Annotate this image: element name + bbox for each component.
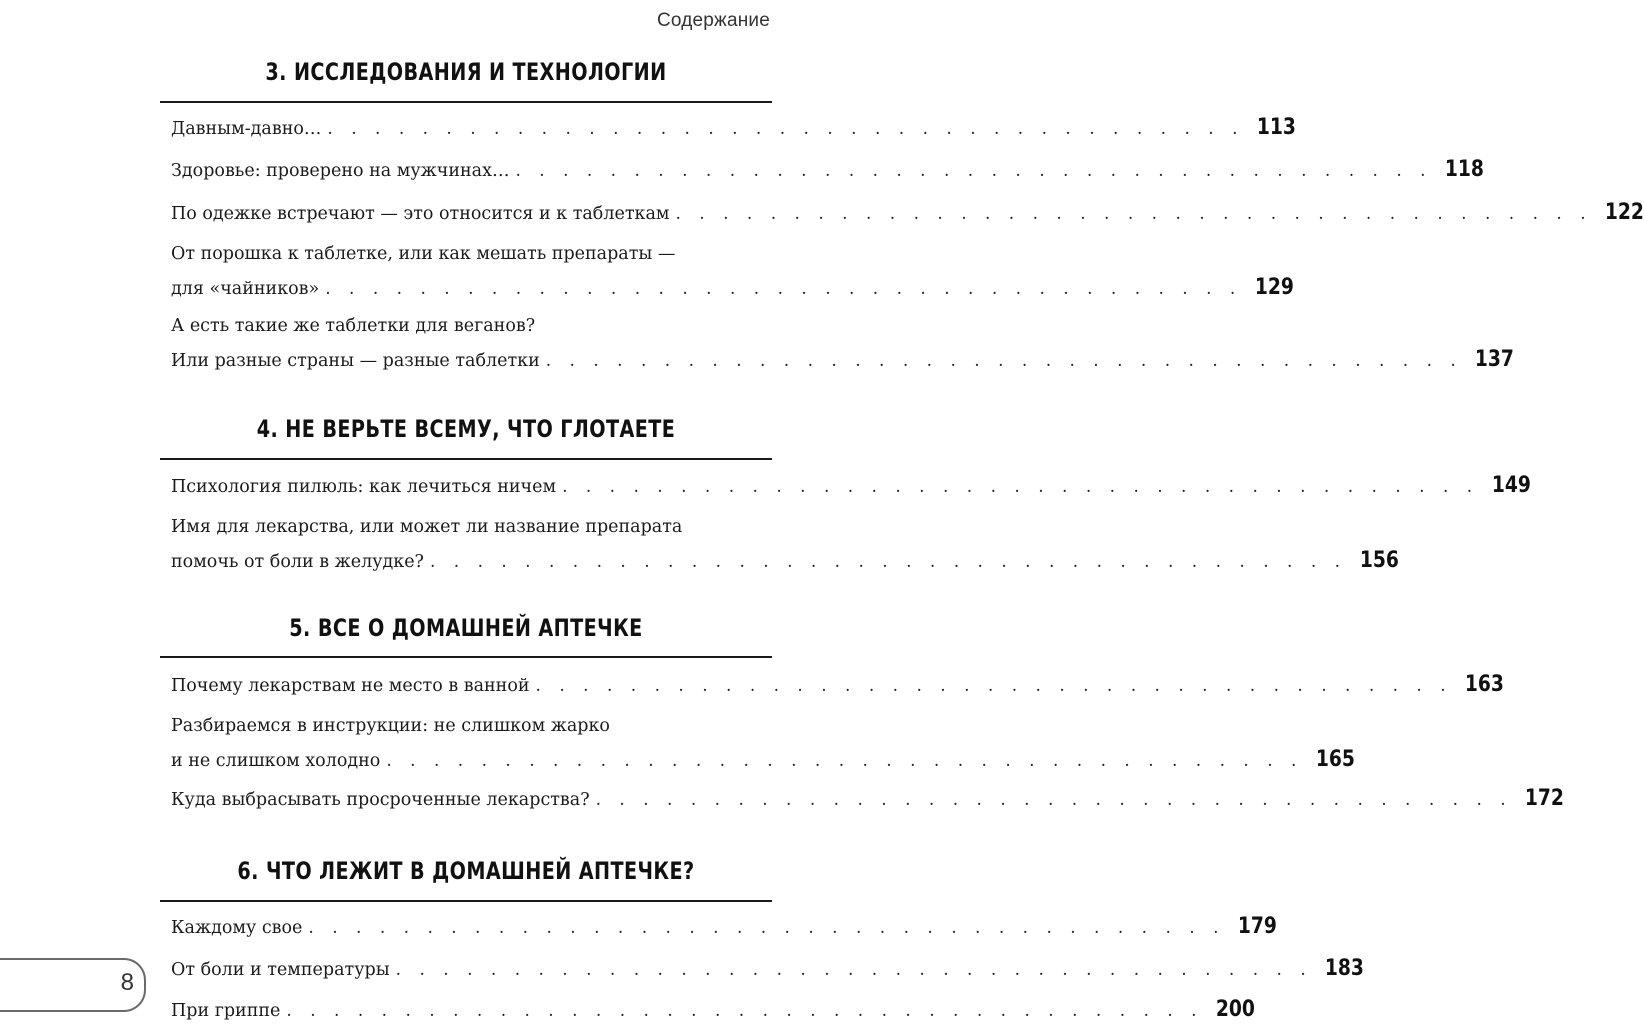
toc-entry[interactable]: [171, 310, 1515, 376]
section-divider: [160, 458, 772, 460]
page-number: 8: [120, 969, 134, 996]
toc-entry-title-line: Имя для лекарства, или может ли название препарата: [171, 517, 683, 537]
toc-entry-title-line: А есть такие же таблетки для веганов?: [171, 316, 536, 336]
section-divider: [160, 900, 772, 902]
toc-page-number: 179: [1237, 914, 1277, 939]
section-divider: [160, 656, 772, 658]
section-title: 3. ИССЛЕДОВАНИЯ И ТЕХНОЛОГИИ: [265, 58, 667, 86]
toc-entry[interactable]: [171, 153, 1484, 186]
leader-dots: . . . . . . . . . . . . . . . . . . . . . . . . . . . . . . . . . . . . . . .: [535, 676, 1453, 696]
toc-entry[interactable]: [171, 469, 1531, 502]
toc-page-number: 137: [1475, 347, 1515, 372]
toc-page-number: 200: [1215, 997, 1255, 1022]
toc-entry[interactable]: [171, 196, 1644, 229]
section-divider: [160, 101, 772, 103]
running-header: Содержание: [656, 10, 770, 31]
toc-entry-title: Психология пилюль: как лечиться ничем: [171, 477, 557, 497]
toc-entry-title-line: для «чайников»: [171, 279, 320, 299]
toc-page-number: 183: [1325, 956, 1365, 981]
leader-dots: . . . . . . . . . . . . . . . . . . . . . . . . . . . . . . . . . . . . . . .: [308, 918, 1225, 938]
toc-page-number: 118: [1444, 157, 1484, 182]
toc-entry-title: При гриппе: [171, 1001, 281, 1021]
leader-dots: . . . . . . . . . . . . . . . . . . . . . . . . . . . . . . . . . . . . . . .: [395, 960, 1313, 980]
toc-page-number: 113: [1256, 115, 1296, 140]
toc-entry-title: По одежке встречают — это относится и к таблеткам: [171, 204, 670, 224]
section-title: 5. ВСЕ О ДОМАШНЕЙ АПТЕЧКЕ: [289, 614, 643, 642]
toc-entry-title-line: и не слишком холодно: [171, 751, 381, 771]
toc-entry-title-line: От порошка к таблетке, или как мешать препараты —: [171, 244, 676, 264]
toc-entry[interactable]: [171, 111, 1296, 144]
toc-entry-title: Здоровье: проверено на мужчинах…: [171, 161, 510, 181]
leader-dots: . . . . . . . . . . . . . . . . . . . . . . . . . . . . . . . . . . . . . . .: [675, 204, 1593, 224]
toc-page-number: 165: [1315, 747, 1355, 772]
toc-entry[interactable]: [171, 782, 1565, 815]
section-title: 4. НЕ ВЕРЬТЕ ВСЕМУ, ЧТО ГЛОТАЕТЕ: [256, 415, 676, 443]
leader-dots: . . . . . . . . . . . . . . . . . . . . . . . . . . . . . . . . . . . . . . .: [595, 790, 1513, 810]
toc-entry-title: Каждому свое: [171, 918, 303, 938]
leader-dots: . . . . . . . . . . . . . . . . . . . . . . . . . . . . . . . . . . . . . . .: [325, 279, 1242, 299]
leader-dots: . . . . . . . . . . . . . . . . . . . . . . . . . . . . . . . . . . . . . . .: [515, 161, 1433, 181]
toc-entry-title: От боли и температуры: [171, 960, 390, 980]
leader-dots: . . . . . . . . . . . . . . . . . . . . . . . . . . . . . . . . . . . . . . .: [429, 552, 1347, 572]
leader-dots: . . . . . . . . . . . . . . . . . . . . . . . . . . . . . . . . . . . . . . .: [327, 119, 1244, 139]
toc-page-number: 122: [1604, 200, 1644, 225]
toc-page-number: 149: [1491, 473, 1531, 498]
section-title: 6. ЧТО ЛЕЖИТ В ДОМАШНЕЙ АПТЕЧКЕ?: [237, 857, 695, 885]
leader-dots: . . . . . . . . . . . . . . . . . . . . . . . . . . . . . . . . . . . . . . .: [286, 1001, 1204, 1021]
leader-dots: . . . . . . . . . . . . . . . . . . . . . . . . . . . . . . . . . . . . . . .: [386, 751, 1303, 771]
toc-entry-title-line: Разбираемся в инструкции: не слишком жарко: [171, 716, 610, 736]
toc-entry-title-line: Или разные страны — разные таблетки: [171, 351, 540, 371]
toc-entry[interactable]: [171, 511, 1399, 577]
toc-entry[interactable]: [171, 993, 1255, 1026]
toc-entry[interactable]: [171, 910, 1277, 943]
toc-entry-title: Куда выбрасывать просроченные лекарства?: [171, 790, 590, 810]
toc-page-number: 163: [1465, 672, 1505, 697]
leader-dots: . . . . . . . . . . . . . . . . . . . . . . . . . . . . . . . . . . . . . . .: [545, 351, 1463, 371]
leader-dots: . . . . . . . . . . . . . . . . . . . . . . . . . . . . . . . . . . . . . . .: [562, 477, 1479, 497]
toc-page-number: 172: [1525, 786, 1565, 811]
page-number-tab: [0, 958, 146, 1012]
toc-entry-title: Давным-давно…: [171, 119, 322, 139]
toc-page-number: 129: [1254, 275, 1294, 300]
toc-entry[interactable]: [171, 668, 1505, 701]
toc-entry[interactable]: [171, 710, 1355, 776]
toc-entry-title-line: помочь от боли в желудке?: [171, 552, 424, 572]
toc-page-number: 156: [1359, 548, 1399, 573]
toc-entry-title: Почему лекарствам не место в ванной: [171, 676, 530, 696]
toc-entry[interactable]: [171, 238, 1294, 304]
toc-entry[interactable]: [171, 952, 1365, 985]
